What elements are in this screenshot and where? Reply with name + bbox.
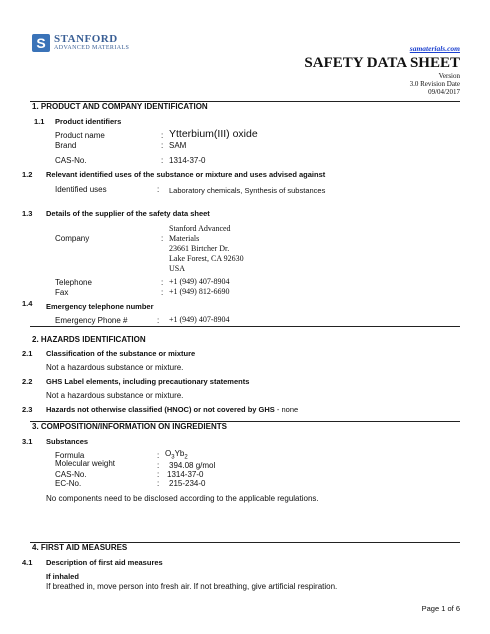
field-label: Telephone bbox=[55, 278, 92, 287]
field-colon: : bbox=[161, 288, 164, 297]
section-3-heading: 3. COMPOSITION/INFORMATION ON INGREDIENTS bbox=[32, 422, 227, 431]
logo-subtitle: ADVANCED MATERIALS bbox=[54, 45, 130, 51]
body-text: If breathed in, move person into fresh air. If not breathing, give artificial respiration. bbox=[46, 582, 338, 591]
formula-o-subscript: 3 bbox=[171, 454, 175, 461]
field-label: EC-No. bbox=[55, 479, 82, 488]
logo-letter: S bbox=[36, 35, 46, 51]
logo-mark bbox=[32, 34, 50, 52]
cas-value: 1314-37-0 bbox=[169, 156, 206, 165]
body-text: No components need to be disclosed according to the applicable regulations. bbox=[46, 494, 319, 503]
subsection-number: 2.2 bbox=[22, 377, 33, 386]
subsection-number: 2.3 bbox=[22, 405, 33, 414]
ec-value: 215-234-0 bbox=[169, 479, 206, 488]
paragraph-title: If inhaled bbox=[46, 572, 79, 581]
cas-value: 1314-37-0 bbox=[167, 470, 204, 479]
subsection-title: GHS Label elements, including precautionary statements bbox=[46, 377, 250, 386]
subsection-number: 1.2 bbox=[22, 170, 33, 179]
section-divider bbox=[30, 326, 460, 327]
company-line: Materials bbox=[169, 234, 200, 243]
field-label: Formula bbox=[55, 451, 85, 460]
subsection-title: Classification of the substance or mixture bbox=[46, 349, 196, 358]
company-line: Stanford Advanced bbox=[169, 224, 231, 233]
fax-value: +1 (949) 812-6690 bbox=[169, 287, 230, 296]
document-title: SAFETY DATA SHEET bbox=[304, 55, 460, 71]
field-label: Company bbox=[55, 234, 90, 243]
subsection-title: Relevant identified uses of the substance or mixture and uses advised against bbox=[46, 170, 326, 179]
section-4-heading: 4. FIRST AID MEASURES bbox=[32, 543, 128, 552]
field-label: Emergency Phone # bbox=[55, 316, 128, 325]
formula-yb-subscript: 2 bbox=[184, 454, 188, 461]
version-label: Version bbox=[438, 72, 460, 80]
uses-value: Laboratory chemicals, Synthesis of substances bbox=[169, 186, 326, 195]
field-colon: : bbox=[161, 234, 164, 243]
field-label: Identified uses bbox=[55, 185, 107, 194]
field-colon: : bbox=[157, 461, 160, 470]
field-colon: : bbox=[157, 470, 160, 479]
field-label: Brand bbox=[55, 141, 77, 150]
field-colon: : bbox=[161, 131, 164, 140]
section-1-heading: 1. PRODUCT AND COMPANY IDENTIFICATION bbox=[32, 102, 208, 111]
subsection-number: 1.3 bbox=[22, 209, 33, 218]
emergency-phone: +1 (949) 407-8904 bbox=[169, 315, 230, 324]
subsection-title: Details of the supplier of the safety data sheet bbox=[46, 209, 210, 218]
subsection-number: 2.1 bbox=[22, 349, 33, 358]
field-colon: : bbox=[157, 451, 160, 460]
subsection-number: 3.1 bbox=[22, 437, 33, 446]
field-colon: : bbox=[161, 156, 164, 165]
subsection-title: Substances bbox=[46, 437, 89, 446]
field-colon: : bbox=[157, 185, 160, 194]
company-line: USA bbox=[169, 264, 186, 273]
field-label: Fax bbox=[55, 288, 69, 297]
field-colon: : bbox=[161, 141, 164, 150]
field-label: CAS-No. bbox=[55, 470, 87, 479]
product-name: Ytterbium(III) oxide bbox=[169, 128, 258, 140]
telephone-value: +1 (949) 407-8904 bbox=[169, 277, 230, 286]
company-line: Lake Forest, CA 92630 bbox=[169, 254, 244, 263]
field-label: Molecular weight bbox=[55, 459, 116, 468]
field-colon: : bbox=[161, 278, 164, 287]
revision-date: 09/04/2017 bbox=[428, 88, 460, 96]
formula-yb: Yb bbox=[174, 449, 185, 458]
revision-label: 3.0 Revision Date bbox=[409, 80, 460, 88]
field-label: CAS-No. bbox=[55, 156, 87, 165]
field-colon: : bbox=[157, 479, 160, 488]
logo-name: STANFORD bbox=[54, 33, 118, 45]
subsection-title bbox=[46, 405, 298, 414]
brand-value: SAM bbox=[169, 141, 187, 150]
body-text: Not a hazardous substance or mixture. bbox=[46, 363, 184, 372]
page-number: Page 1 of 6 bbox=[421, 604, 460, 613]
subsection-title: Emergency telephone number bbox=[46, 302, 154, 311]
company-line: 23661 Birtcher Dr. bbox=[169, 244, 230, 253]
subsection-number: 1.4 bbox=[22, 299, 33, 308]
molecular-weight: 394.08 g/mol bbox=[169, 461, 216, 470]
formula-value bbox=[165, 449, 188, 461]
body-text: Not a hazardous substance or mixture. bbox=[46, 391, 184, 400]
subsection-title: Product identifiers bbox=[55, 117, 122, 126]
subsection-title-suffix: - none bbox=[274, 405, 299, 414]
field-colon: : bbox=[157, 316, 160, 325]
website-link[interactable]: samaterials.com bbox=[409, 44, 460, 53]
formula-o: O bbox=[165, 449, 172, 458]
subsection-title-text: Hazards not otherwise classified (HNOC) or not covered by GHS bbox=[46, 405, 275, 414]
subsection-number: 4.1 bbox=[22, 558, 33, 567]
subsection-number: 1.1 bbox=[34, 117, 45, 126]
subsection-title: Description of first aid measures bbox=[46, 558, 163, 567]
section-2-heading: 2. HAZARDS IDENTIFICATION bbox=[32, 335, 146, 344]
field-label: Product name bbox=[55, 131, 105, 140]
